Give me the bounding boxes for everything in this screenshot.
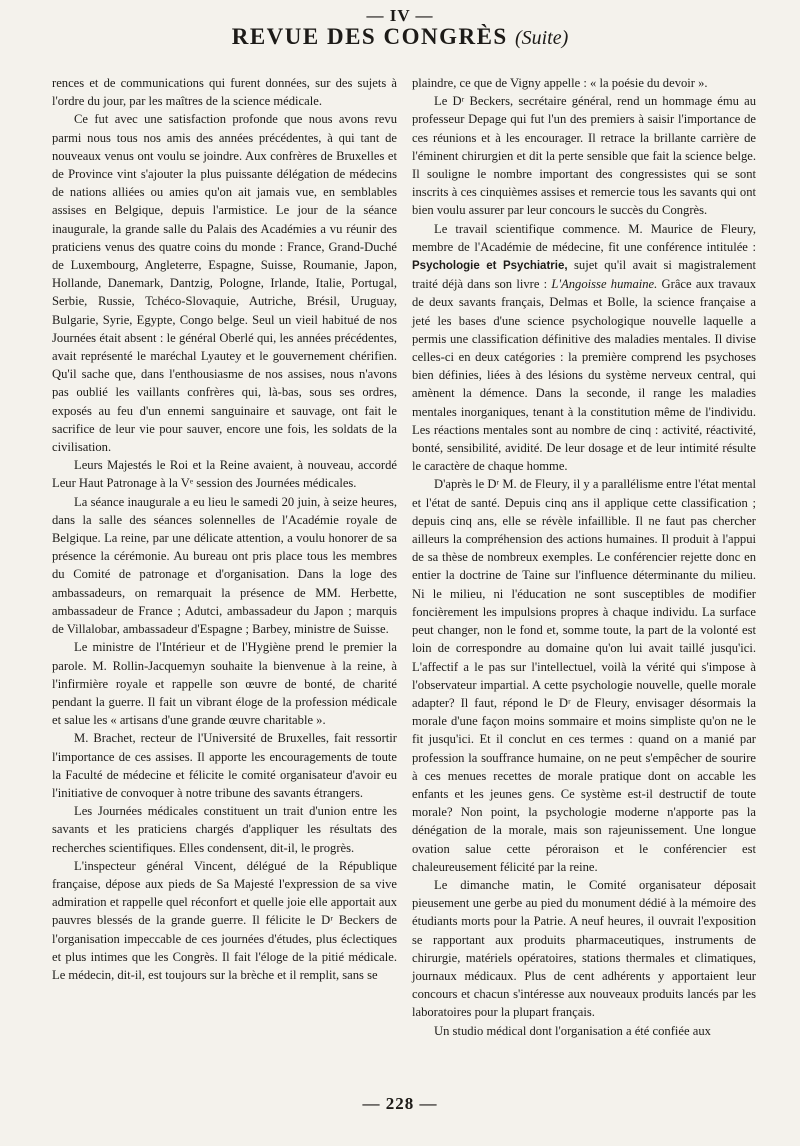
paragraph: M. Brachet, recteur de l'Université de Bruxelles, fait ressortir l'importance de ces assises. Il apporte les encouragements de toute la Faculté de médecine et félicite le comité organisateur d'avoir eu l'initiative de convoquer à notre tribune des savants étrangers.	[52, 731, 397, 800]
page-number: — 228 —	[362, 1094, 438, 1113]
paragraph: plaindre, ce que de Vigny appelle : « la poésie du devoir ».	[412, 76, 708, 90]
book-title: L'Angoisse humaine.	[551, 277, 658, 292]
header-suite: (Suite)	[514, 27, 569, 49]
page-number-roman: — IV —	[366, 6, 434, 25]
text-run: Le travail scientifique commence. M. Maurice de Fleury, membre de l'Académie de médecine, fit une conférence intitulée :	[412, 221, 756, 254]
paragraph: Le dimanche matin, le Comité organisateur déposait pieusement une gerbe au pied du monument dédié à la mémoire des étudiants morts pour la Patrie. A neuf heures, il ouvrait l'exposition se rapportant aux produits pharmaceutiques, instruments de chirurgie, matériels opératoires, stations thermales et climatiques, journaux médicaux. Plus de cent adhérents y apportaient leur concours et chacun s'intéresse aux nouveaux produits lancés par les laboratoires pour la plupart français.	[412, 877, 756, 1020]
paragraph: D'après le Dʳ M. de Fleury, il y a parallélisme entre l'état mental et l'état de santé. Depuis cinq ans il applique cette classification ; depuis cinq ans, elle se révèle infaillible. Il ne faut pas chercher ailleurs la compréhension des actions humaines. Il produit à l'appui de sa thèse de nombreux exemples. Le conférencier rejette donc en entier la doctrine de Taine sur l'influence déterminante du milieu. Ni le milieu, ni l'éducation ne sont susceptibles de modifier foncièrement les impulsions propres à chaque individu. La surface peut changer, non le fond et, somme toute, la part de la volonté est loin de correspondre au domaine qu'on lui avait taillé jusqu'ici. L'affectif a le pas sur l'intellectuel, voilà la vérité qui s'impose à l'observateur impartial. A cette psychologie nouvelle, quelle morale adapter? Il faut, répond le Dʳ de Fleury, envisager désormais la morale d'une façon moins sommaire et moins simpliste qu'on ne le fit jusqu'ici. Et il conclut en ces termes : quand on a manié par profession la souffrance humaine, on ne peut s'empêcher de sourire à ces menues recettes de morale pratique dont on accable les enfants et les jeunes gens. Ce système est-il destructif de toute morale? Non point, la psychologie moderne n'apporte pas la dénégation de la morale, mais son rajeunissement. Une longue ovation salue cette péroraison et le conférencier est chaleureusement félicité par la reine.	[412, 477, 756, 874]
paragraph: Leurs Majestés le Roi et la Reine avaient, à nouveau, accordé Leur Haut Patronage à la Vᵉ session des Journées médicales.	[52, 458, 397, 491]
left-column	[52, 74, 397, 984]
paragraph: Les Journées médicales constituent un trait d'union entre les savants et les praticiens chargés d'appliquer les résultats des recherches scientifiques. Elles condensent, dit-il, le progrès.	[52, 804, 397, 855]
paragraph: La séance inaugurale a eu lieu le samedi 20 juin, à seize heures, dans la salle des séances solennelles de l'Académie royale de Belgique. La reine, par une délicate attention, a voulu honorer de sa présence la cérémonie. Au bureau ont pris place tous les membres du Comité de patronage et d'organisation. Dans la loge des ambassadeurs, on remarquait la présence de MM. Herbette, ambassadeur de France ; Adutci, ambassadeur du Japon ; marquis de Villalobar, ambassadeur d'Espagne ; Barbey, ministre de Suisse.	[52, 494, 397, 637]
paragraph: L'inspecteur général Vincent, délégué de la République française, dépose aux pieds de Sa Majesté l'expression de sa vive admiration et rappelle quel réconfort et quelle joie elle apportait aux pauvres blessés de la grande guerre. Il félicite le Dʳ Beckers de l'organisation impeccable de ces journées d'études, plus éclectiques et plus intimes que les Congrès. Il fait l'éloge de la pitié médicale. Le médecin, dit-il, est toujours sur la brèche et il remplit, sans se	[52, 858, 397, 982]
paragraph	[412, 220, 756, 476]
text-run: Grâce aux travaux de deux savants français, Delmas et Bolle, la science française a jeté les bases d'une science psychologique nouvelle laquelle a permis une classification définitive des maladies mentales. Il divise celles-ci en deux catégories : la première comprend les psychoses bien définies, liées à des lésions du système nerveux central, qui amènent la démence. Dans la seconde, il range les maladies mentales inorganiques, tenant à la constitution même de l'individu. Les réactions mentales sont au nombre de cinq : activité, réactivité, bonté, sensibilité, avidité. De leur dosage et de leur intimité résulte le caractère de chaque homme.	[412, 277, 756, 474]
paragraph: rences et de communications qui furent données, sur des sujets à l'ordre du jour, par les maîtres de la science médicale.	[52, 76, 397, 109]
right-column	[412, 74, 756, 1040]
page-header	[0, 24, 800, 50]
paragraph: Un studio médical dont l'organisation a été confiée aux	[434, 1023, 711, 1038]
paragraph: Le ministre de l'Intérieur et de l'Hygiène prend le premier la parole. M. Rollin-Jacquemyn souhaite la bienvenue à la reine, à l'infirmière royale et rappelle son œuvre de bonté, de charité pendant la guerre. Il fait un vibrant éloge de la profession médicale et salue les « artisans d'une grande œuvre charitable ».	[52, 640, 397, 728]
conference-title: Psychologie et Psychiatrie,	[412, 260, 568, 273]
header-title: REVUE DES CONGRÈS	[231, 24, 508, 49]
paragraph: Le Dʳ Beckers, secrétaire général, rend un hommage ému au professeur Depage qui fut l'un des premiers à saisir l'importance de ces réunions et à les encourager. Il retrace la brillante carrière de l'éminent chirurgien et dit la perte sensible que fait la science belge. Il souligne le nombre important des congressistes qui se sont inscrits à ces cinquièmes assises et remercie tous les savants qui ont bien voulu assurer par leur concours le succès du Congrès.	[412, 94, 756, 218]
text-run: sujet qu'il avait si magistralement traité déjà dans son livre :	[412, 258, 757, 292]
paragraph: Ce fut avec une satisfaction profonde que nous avons revu parmi nous tous nos amis des années précédentes, à qui tant de nouveaux venus ont voulu se joindre. Aux confrères de Bruxelles et de Province vint s'ajouter la plus puissante délégation de médecins de nations alliées ou amies qu'on ait jamais vue, en semblables assises en Belgique, depuis l'armistice. Le jour de la séance inaugurale, la grande salle du Palais des Académies a vu réunir des praticiens venus des quatre coins du monde : France, Grand-Duché de Luxembourg, Angleterre, Espagne, Suisse, Roumanie, Japon, Hollande, Danemark, Dantzig, Pologne, Irlande, Italie, Portugal, Serbie, Russie, Tchéco-Slovaquie, Autriche, Brésil, Uruguay, Bulgarie, Syrie, Egypte, Congo belge. Seul un vieil habitué de nos Journées était absent : le général Oberlé qui, les années précédentes, avait représenté le maréchal Lyautey et le gouvernement chérifien. Qu'il sache que, dans l'enthousiasme de nos assises, nous n'avons pas oublié les vaillants confrères qui, là-bas, sous ses ordres, exposés au feu d'un ennemi sanguinaire et sauvage, ont fait le sacrifice de leur vie pour sauver, encore une fois, les soldats de la civilisation.	[52, 112, 397, 455]
